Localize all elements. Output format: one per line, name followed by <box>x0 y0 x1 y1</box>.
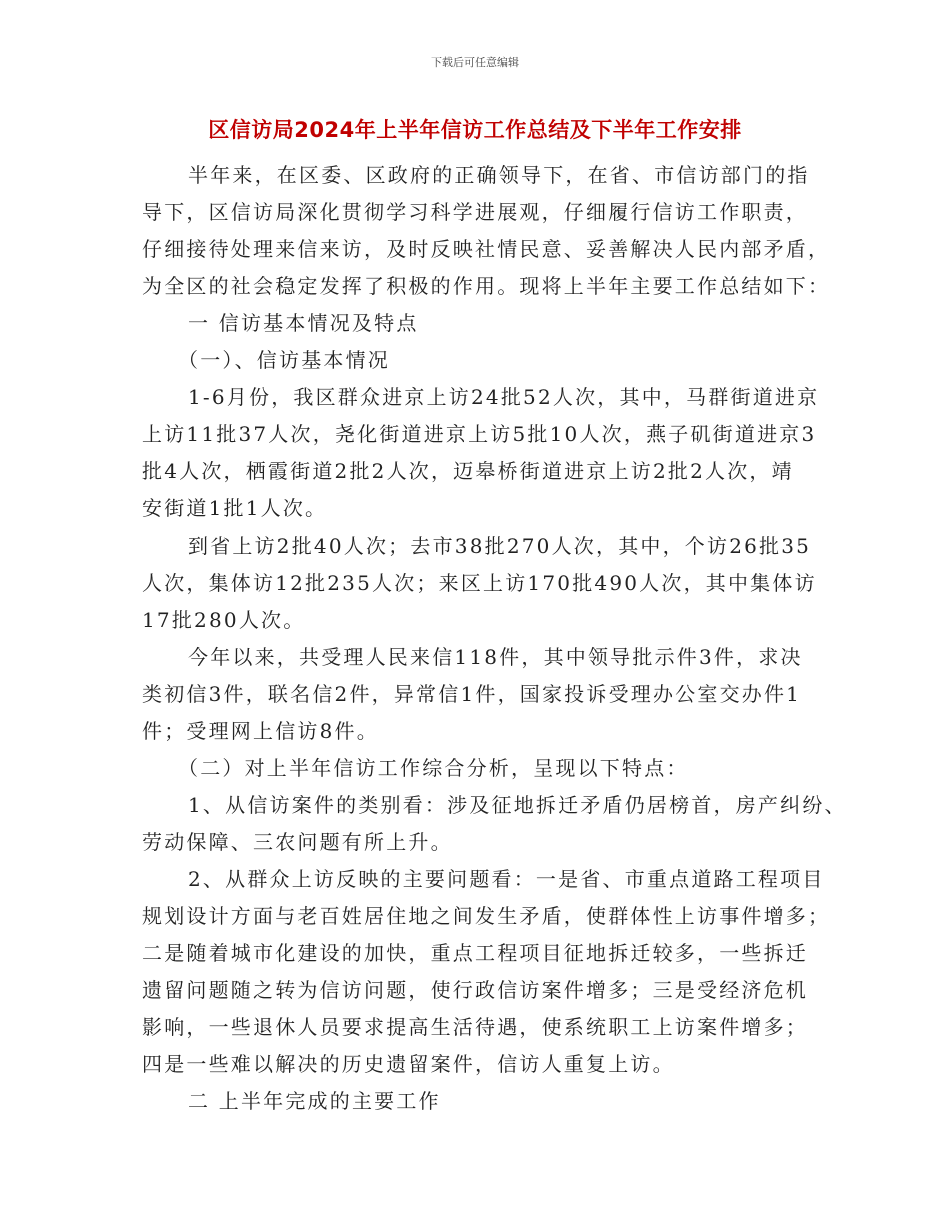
paragraph-line: 规划设计方面与老百姓居住地之间发生矛盾，使群体性上访事件增多； <box>142 904 831 928</box>
paragraph-line: 到省上访2批40人次；去市38批270人次，其中，个访26批35 <box>188 534 812 558</box>
paragraph-line: 1、从信访案件的类别看：涉及征地拆迁矛盾仍居榜首，房产纠纷、 <box>188 793 847 817</box>
paragraph-line: 半年来，在区委、区政府的正确领导下，在省、市信访部门的指 <box>188 163 810 187</box>
paragraph-line: 今年以来，共受理人民来信118件，其中领导批示件3件，求决 <box>188 645 803 669</box>
paragraph-line: 17批280人次。 <box>142 608 306 632</box>
subsection-heading: （一）、信访基本情况 <box>178 348 390 372</box>
paragraph-line: 二是随着城市化建设的加快，重点工程项目征地拆迁较多，一些拆迁 <box>142 941 808 965</box>
paragraph-line: 2、从群众上访反映的主要问题看：一是省、市重点道路工程项目 <box>188 867 825 891</box>
paragraph-line: 人次，集体访12批235人次；来区上访170批490人次，其中集体访 <box>142 571 817 595</box>
paragraph-line: 四是一些难以解决的历史遗留案件，信访人重复上访。 <box>142 1052 675 1076</box>
paragraph-line: 为全区的社会稳定发挥了积极的作用。现将上半年主要工作总结如下： <box>142 274 831 298</box>
paragraph-line: 安街道1批1人次。 <box>142 496 328 520</box>
subsection-heading: （二）对上半年信访工作综合分析，呈现以下特点： <box>178 756 689 780</box>
paragraph-line: 类初信3件，联名信2件，异常信1件，国家投诉受理办公室交办件1 <box>142 682 802 706</box>
paragraph-line: 影响，一些退休人员要求提高生活待遇，使系统职工上访案件增多； <box>142 1015 808 1039</box>
paragraph-line: 仔细接待处理来信来访，及时反映社情民意、妥善解决人民内部矛盾， <box>142 237 831 261</box>
section-heading: 一 信访基本情况及特点 <box>188 311 419 335</box>
document-title: 区信访局2024年上半年信访工作总结及下半年工作安排 <box>208 118 742 142</box>
paragraph-line: 遗留问题随之转为信访问题，使行政信访案件增多；三是受经济危机 <box>142 978 808 1002</box>
paragraph-line: 导下，区信访局深化贯彻学习科学进展观，仔细履行信访工作职责， <box>142 200 808 224</box>
page-header: 下载后可任意编辑 <box>431 56 519 69</box>
paragraph-line: 1-6月份，我区群众进京上访24批52人次，其中，马群街道进京 <box>188 385 820 409</box>
paragraph-line: 上访11批37人次，尧化街道进京上访5批10人次，燕子矶街道进京3 <box>142 422 817 446</box>
paragraph-line: 劳动保障、三农问题有所上升。 <box>142 830 453 854</box>
paragraph-line: 件；受理网上信访8件。 <box>142 719 379 743</box>
section-heading: 二 上半年完成的主要工作 <box>188 1089 441 1113</box>
paragraph-line: 批4人次，栖霞街道2批2人次，迈皋桥街道进京上访2批2人次，靖 <box>142 459 794 483</box>
